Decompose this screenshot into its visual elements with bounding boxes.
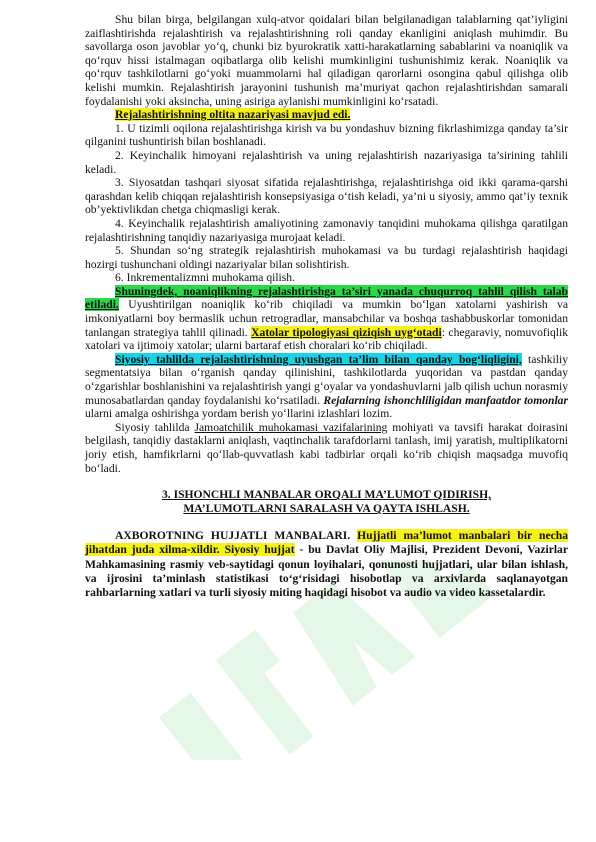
section-heading-line: MA’LUMOTLARNI SARALASH VA QAYTA ISHLASH. (183, 502, 470, 516)
highlighted-phrase: Shuningdek, noaniqlikning rejalashtirishga ta’siri yanada chuqurroq tahlil qilish talab etiladi. (85, 284, 568, 312)
list-item: 2. Keyinchalik himoyani rejalashtirish va uning rejalashtirish nazariyasiga ta’sirining tahlili keladi. (85, 148, 568, 176)
paragraph-uncertainty (85, 285, 568, 353)
emphasized-phrase: Rejalarning ishonchliligidan manfaatdor tomonlar (323, 393, 568, 407)
highlighted-phrase: Hujjatli ma’lumot manbalari bir necha jihatdan juda xilma-xildir. Siyosiy hujjat (85, 529, 568, 557)
highlighted-phrase: Siyosiy tahlilda rejalashtirishning uyushgan ta’lim bilan qanday bog‘liqligini, (115, 352, 522, 366)
paragraph-lead: AXBOROTNING HUJJATLI MANBALARI. (115, 529, 358, 543)
paragraph-text: tashkiliy segmentatsiya bilan o‘rganish qanday qilinishini, tashkilotlarda yuqoridan va pastdan qanday o‘zgarishlar boshlanishini va rejalashtirish yangi g‘oyalar va yondashuvlarni jalb qilish uchun norasmiy munosabatlardan qanday foydalanishi ko‘rsatiladi. (85, 352, 568, 407)
section-heading (85, 488, 568, 516)
paragraph-text: mohiyati va tavsifi harakat doirasini belgilash, tanqidiy dastaklarni aniqlash, vaqtinchalik tarafdorlarni tanlash, imij yaratish, multiplikatorni joriy etish, hamfikrlarni qo‘llab-quvvatlash kabi tadbirlar orqali ko‘rib chiqish maqsadga muvofiq bo‘ladi. (85, 420, 569, 475)
paragraph-documentary-sources (85, 529, 568, 600)
document-page (85, 13, 568, 600)
section-heading-line: 3. ISHONCHLI MANBALAR ORQALI MA’LUMOT QIDIRISH, (161, 488, 492, 502)
list-item: 3. Siyosatdan tashqari siyosat sifatida rejalashtirishga, rejalashtirishga oid ikki qarama-qarshi qarashdan kelib chiqqan rejalashtirish konsepsiyasiga o‘tish keladi, ya’ni u siyosiy, ammo qat’iy texnik ob’yektivlikdan chetga chiqmasligi kerak. (85, 176, 568, 217)
paragraph-text: Siyosiy tahlilda (115, 420, 195, 434)
paragraph-policy-analysis (85, 353, 568, 421)
paragraph-intro: Shu bilan birga, belgilangan xulq-atvor qoidalari bilan belgilanadigan talablarning qat’iyligini zaiflashtirishda rejalashtirish va rejalashtirishning roli qanday ekanligini aniqlash muhimdir. Bu savollarga oson javoblar yo‘q, chunki biz byurokratik xatti-harakatlarning sabablarini va noaniqlik va qo‘rquv hissi istalmagan oqibatlarga olib kelishi mumkinligini tushunishimiz kerak. Noaniqlik va qo‘rquv tashkilotlarni go‘yoki muammolarni hal qiladigan qarorlarni osongina qabul qilishga olib kelishi mumkin. Rejalashtirish jarayonini tushunish ma’muriyat qachon rejalashtirishdan samarali foydalanishi yoki aksincha, uning asiriga aylanishi mumkinligini ko‘rsatadi. (85, 13, 568, 108)
paragraph-text: : chegaraviy, nomuvofiqlik xatolari va ijtimoiy xatolar; ularni bartaraf etish choralari ko‘rib chiqiladi. (85, 325, 569, 353)
paragraph-six-theories (85, 108, 568, 122)
underlined-phrase: Jamoatchilik muhokamasi vazifalarining (194, 420, 388, 434)
highlighted-heading: Rejalashtirishning oltita nazariyasi mavjud edi. (115, 108, 351, 122)
list-item: 4. Keyinchalik rejalashtirish amaliyotining zamonaviy tanqidini muhokama qilishga qaratilgan rejalashtirishning tanqidiy nazariyasiga murojaat keladi. (85, 216, 568, 244)
list-item: 1. U tizimli oqilona rejalashtirishga kirish va bu yondashuv bizning fikrlashimizga qanday ta’sir qilganini tushuntirish bilan boshlanadi. (85, 121, 568, 149)
list-item: 6. Inkrementalizmni muhokama qilish. (115, 271, 295, 285)
list-item: 5. Shundan so‘ng strategik rejalashtirish muhokamasi va bu turdagi rejalashtirish haqidagi hozirgi tushunchani oldingi nazariyalar bilan solishtirish. (85, 244, 568, 271)
paragraph-text: - bu Davlat Oliy Majlisi, Prezident Devoni, Vazirlar Mahkamasining rasmiy veb-saytidagi qonun loyihalari, qonunosti hujjatlari, ular bilan ishlash, va ijrosini ta’minlash statistikasi to‘g‘risidagi hisobotlap va arxivlarda saqlanayotgan rahbarlarning xatlari va turli siyosiy miting haqidagi hisobot va audio va video kassetalardir. (85, 543, 568, 599)
highlighted-phrase: Xatolar tipologiyasi qiziqish uyg‘otadi (251, 325, 442, 339)
paragraph-text: ularni amalga oshirishga yordam berish yo‘llarini izlashlari lozim. (85, 407, 393, 421)
paragraph-public-discussion (85, 421, 568, 475)
paragraph-text: Uyushtirilgan noaniqlik ko‘rib chiqiladi va mumkin bo‘lgan xatolarni yashirish va imkoniyatlarni boy bermaslik uchun retrogradlar, mansabchilar va boshqa tashabbuskorlar tomonidan tanlangan strategiya tahlil qilinadi. (85, 298, 568, 339)
